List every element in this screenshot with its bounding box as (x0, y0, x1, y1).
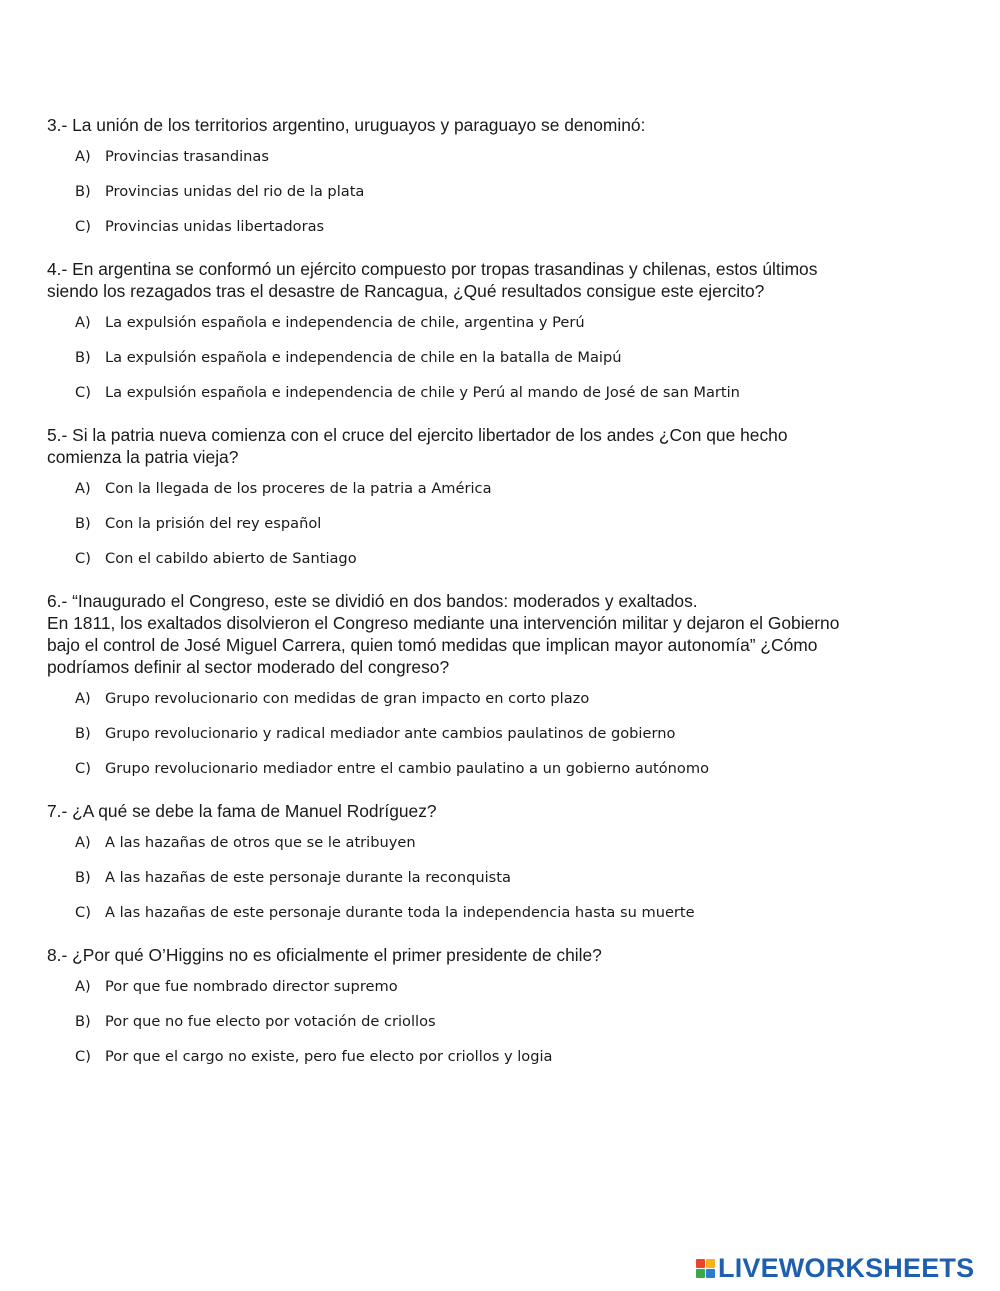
option-letter: A) (75, 148, 91, 165)
liveworksheets-logo (696, 1253, 974, 1283)
question-line: siendo los rezagados tras el desastre de Rancagua, ¿Qué resultados consigue este ejercito? (47, 281, 765, 301)
question-5 (47, 424, 967, 576)
option-letter: A) (75, 314, 91, 331)
option-letter: B) (75, 725, 91, 742)
logo-block (696, 1269, 705, 1278)
option-text: Grupo revolucionario y radical mediador ante cambios paulatinos de gobierno (105, 725, 676, 742)
option-letter: C) (75, 760, 91, 777)
question-text (47, 258, 967, 302)
logo-block (696, 1259, 705, 1268)
option-letter: B) (75, 349, 91, 366)
option-c (47, 751, 967, 786)
option-b (47, 1004, 967, 1039)
options-list (47, 305, 967, 410)
option-a (47, 969, 967, 1004)
option-a (47, 139, 967, 174)
option-letter: C) (75, 904, 91, 921)
option-text: Por que no fue electo por votación de criollos (105, 1013, 436, 1030)
option-letter: A) (75, 480, 91, 497)
option-b (47, 340, 967, 375)
question-line: bajo el control de José Miguel Carrera, quien tomó medidas que implican mayor autonomía” ¿Cómo (47, 635, 818, 655)
option-letter: A) (75, 834, 91, 851)
option-text: La expulsión española e independencia de chile y Perú al mando de José de san Martin (105, 384, 740, 401)
question-3 (47, 114, 967, 244)
question-text (47, 424, 967, 468)
worksheet (47, 114, 967, 1088)
option-text: Grupo revolucionario mediador entre el cambio paulatino a un gobierno autónomo (105, 760, 709, 777)
question-text (47, 590, 967, 678)
question-line: 6.- “Inaugurado el Congreso, este se dividió en dos bandos: moderados y exaltados. (47, 591, 698, 611)
option-letter: C) (75, 550, 91, 567)
option-text: A las hazañas de otros que se le atribuyen (105, 834, 416, 851)
option-b (47, 174, 967, 209)
option-b (47, 860, 967, 895)
question-line: 3.- La unión de los territorios argentino, uruguayos y paraguayo se denominó: (47, 115, 646, 135)
option-letter: A) (75, 978, 91, 995)
question-6 (47, 590, 967, 786)
option-b (47, 506, 967, 541)
question-line: comienza la patria vieja? (47, 447, 239, 467)
question-line: 4.- En argentina se conformó un ejército compuesto por tropas trasandinas y chilenas, estos últimos (47, 259, 818, 279)
question-text (47, 944, 967, 966)
option-c (47, 209, 967, 244)
option-letter: B) (75, 515, 91, 532)
option-c (47, 895, 967, 930)
question-8 (47, 944, 967, 1074)
option-c (47, 1039, 967, 1074)
option-text: La expulsión española e independencia de chile en la batalla de Maipú (105, 349, 622, 366)
option-letter: A) (75, 690, 91, 707)
question-7 (47, 800, 967, 930)
option-text: A las hazañas de este personaje durante toda la independencia hasta su muerte (105, 904, 695, 921)
option-b (47, 716, 967, 751)
option-letter: C) (75, 218, 91, 235)
option-text: A las hazañas de este personaje durante la reconquista (105, 869, 511, 886)
question-line: En 1811, los exaltados disolvieron el Congreso mediante una intervención militar y dejaron el Gobierno (47, 613, 840, 633)
option-text: Provincias trasandinas (105, 148, 269, 165)
option-a (47, 825, 967, 860)
option-a (47, 471, 967, 506)
option-text: Por que el cargo no existe, pero fue electo por criollos y logia (105, 1048, 553, 1065)
logo-blocks-icon (696, 1259, 715, 1278)
question-line: 8.- ¿Por qué O’Higgins no es oficialmente el primer presidente de chile? (47, 945, 602, 965)
option-a (47, 305, 967, 340)
options-list (47, 139, 967, 244)
option-text: La expulsión española e independencia de chile, argentina y Perú (105, 314, 585, 331)
logo-text: LIVEWORKSHEETS (718, 1252, 975, 1283)
logo-block (706, 1259, 715, 1268)
option-text: Con la prisión del rey español (105, 515, 322, 532)
option-letter: B) (75, 1013, 91, 1030)
option-text: Por que fue nombrado director supremo (105, 978, 398, 995)
options-list (47, 825, 967, 930)
option-c (47, 375, 967, 410)
options-list (47, 681, 967, 786)
options-list (47, 471, 967, 576)
option-text: Provincias unidas libertadoras (105, 218, 325, 235)
option-text: Con el cabildo abierto de Santiago (105, 550, 357, 567)
option-letter: C) (75, 1048, 91, 1065)
option-letter: C) (75, 384, 91, 401)
question-4 (47, 258, 967, 410)
question-text (47, 114, 967, 136)
question-line: 5.- Si la patria nueva comienza con el cruce del ejercito libertador de los andes ¿Con que hecho (47, 425, 788, 445)
question-line: podríamos definir al sector moderado del congreso? (47, 657, 450, 677)
options-list (47, 969, 967, 1074)
option-a (47, 681, 967, 716)
question-line: 7.- ¿A qué se debe la fama de Manuel Rodríguez? (47, 801, 437, 821)
option-text: Con la llegada de los proceres de la patria a América (105, 480, 492, 497)
option-text: Grupo revolucionario con medidas de gran impacto en corto plazo (105, 690, 590, 707)
question-text (47, 800, 967, 822)
logo-block (706, 1269, 715, 1278)
option-c (47, 541, 967, 576)
option-letter: B) (75, 183, 91, 200)
option-letter: B) (75, 869, 91, 886)
option-text: Provincias unidas del rio de la plata (105, 183, 365, 200)
